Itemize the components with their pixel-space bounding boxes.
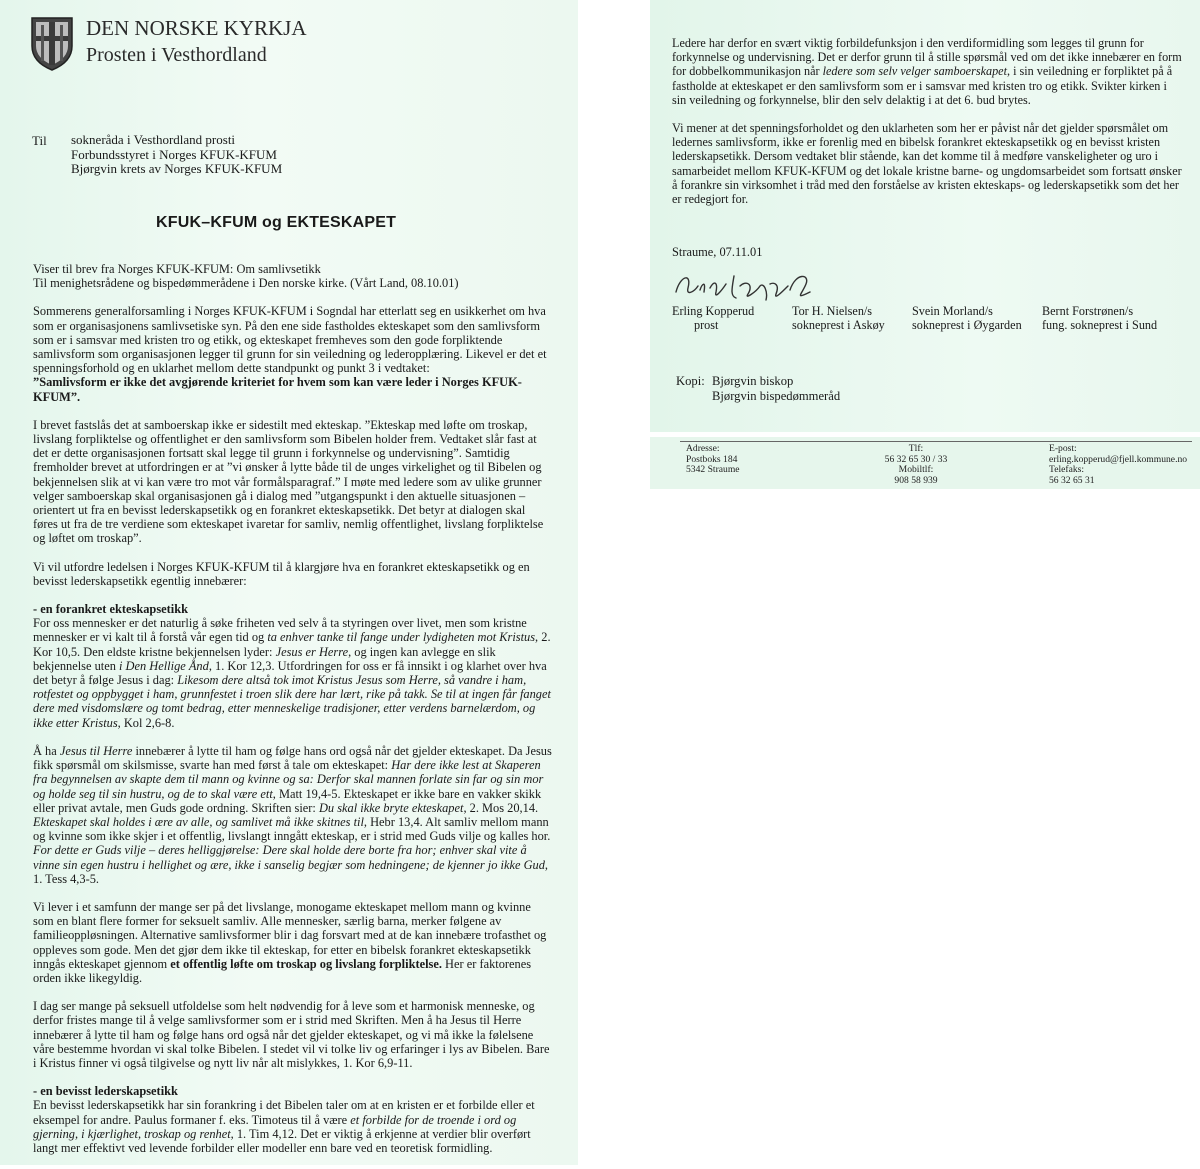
- section-heading-leadership: - en bevisst lederskapsetikk: [33, 1084, 178, 1099]
- signer-name: Bernt Forstrønen/s: [1042, 304, 1134, 318]
- reference: [33, 262, 553, 290]
- email-value: erling.kopperud@fjell.kommune.no: [1049, 453, 1188, 465]
- reference-line-1: Viser til brev fra Norges KFUK-KFUM: Om samlivsetikk: [33, 262, 321, 276]
- signer-role: fung. sokneprest i Sund: [1042, 318, 1158, 333]
- paragraph-8: [33, 1098, 553, 1155]
- footer-address: [686, 444, 740, 476]
- organization-subtitle: Prosten i Vesthordland: [86, 44, 267, 66]
- paragraph-4: [33, 616, 553, 730]
- text-run: Vi lever i et samfunn der mange ser på det livslange, monogame ekteskapet mellom mann og kvinne som en blant flere former for seksuelt samliv. Alle mennesker, særlig barna, merker følgene av familieoppløsningen. Alternative samlivsformer blir i dag forsvart med at de kan innebære trofasthet og oppleves som gode. Men det gjør dem ikke til ekteskap, for etter en bibelsk forankret ekteskapsetikk inngås ekteskapet gjennom: [33, 899, 547, 971]
- church-crest-icon: [30, 16, 74, 72]
- text-run: 1. Tim 4,12. Det er viktig å erkjenne at verdier blir overført langt mer effektivt ved levende forbilder eller modeller enn bare ved en teoretisk formidling.: [33, 1126, 531, 1155]
- italic-run: Ekteskapet skal holdes i ære av alle, og samlivet må ikke skitnes til: [33, 814, 364, 829]
- text-run: , 2. Mos 20,14.: [463, 800, 539, 815]
- copy-label: Kopi:: [676, 374, 705, 388]
- recipients-label: Til: [32, 133, 47, 148]
- phone-value: 56 32 65 30 / 33: [884, 453, 948, 465]
- text-run: , 1. Kor 12,3. Utfordringen for oss er få innsikt i og klarhet over hva det betyr å følge Jesus i dag:: [33, 658, 547, 688]
- reference-line-2: Til menighetsrådene og bispedømmerådene i Den norske kirke. (Vårt Land, 08.10.01): [33, 276, 459, 291]
- text-run: Ledere har derfor en svært viktig forbildefunksjon i den verdiformidling som legges til grunn for forkynnelse og undervisning. Det er derfor grunn til å stille spørsmål ved om det ikke innebærer en form for dobbelkommunikasjon når: [672, 36, 1182, 79]
- italic-run: ledere som selv velger samboerskapet: [822, 64, 1007, 79]
- italic-run: et forbilde for de troende i ord og gjerning, i kjærlighet, troskap og renhet,: [33, 1112, 517, 1141]
- signer-3: [912, 304, 1022, 332]
- italic-run: i Den Hellige Ånd: [119, 658, 209, 673]
- recipients-list: [71, 133, 282, 177]
- paragraph-2: I brevet fastslås det at samboerskap ikke er sidestilt med ekteskap. ”Ekteskap med løfte om troskap, livslang forpliktelse og offentlighet er den samlivsform som Bibelen holder frem. Vedtaket slår fast at det er dette organisasjonen fortsatt skal legge til grunn i forkynnelse og undervisning”. Samtidig fremholder brevet at utfordringen er at ”vi ønsker å lytte både til de unges virkelighet og til Bibelen og bekjennelsen slik at vi kan være tro mot vår formålsparagraf.” I møte med ledere som av ulike grunner velger samboerskap skal organisasjonen gå i dialog med ”utgangspunkt i den aktuelle situasjonen – orientert ut fra en bevisst lederskapsetikk og en forankret ekteskapsetikk. Det betyr at dialogen skal føres ut fra de tre verdiene som ekteskapet ivaretar for samliv, nemlig offentlighet, livslang forpliktelse og løftet om troskap”.: [33, 417, 544, 546]
- text-run: , 2. Kor 10,5. Den eldste kristne bekjennelsen lyder:: [33, 630, 551, 659]
- italic-run: Har dere ikke lest at Skaperen fra begynnelsen av skapte dem til mann og kvinne og sa: Derfor skal mannen forlate sin far og sin mor og holde seg til sin hustru, og de to skal være ett: [33, 758, 544, 801]
- signer-name: Svein Morland/s: [912, 304, 993, 318]
- copy-list: [712, 374, 840, 404]
- phone-label: Tlf:: [908, 443, 924, 454]
- italic-run: For dette er Guds vilje – deres helliggjørelse: Dere skal holde dere borte fra hor; enhver skal vite å vinne sin egen hustru i hellighet og ære, ikke i sanselig begjær som hedningene; de kjenner jo ikke Gud: [33, 843, 545, 872]
- paragraph-text: Sommerens generalforsamling i Norges KFUK-KFUM i Sogndal har etterlatt seg en usikkerhet om hva som er organisasjonens samlivsetiske syn. På den ene side fastholdes ekteskapet som den samlivsform som er i samsvar med kristen tro og etikk, og ekteskapet fremheves som den gode forpliktende samlivsform som organisasjonen legger til grunn for sin veiledning og lederopplæring. Likevel er det et spenningsforhold og en uklarhet mellom dette standpunkt og punkt 3 i vedtaket:: [33, 304, 547, 376]
- resolution-quote: ”Samlivsform er ikke det avgjørende kriteriet for hvem som kan være leder i Norges KFUK-KFUM”.: [33, 375, 522, 404]
- copy-recipient: Bjørgvin bispedømmeråd: [712, 389, 841, 403]
- paragraph-1: [33, 304, 553, 403]
- signer-1: [672, 304, 754, 332]
- handwritten-signature-icon: [670, 262, 820, 304]
- signer-role: sokneprest i Askøy: [792, 318, 885, 333]
- section-heading-marriage: - en forankret ekteskapsetikk: [33, 602, 188, 617]
- signer-name: Erling Kopperud: [672, 304, 755, 318]
- text-run: En bevisst lederskapsetikk har sin forankring i det Bibelen taler om at en kristen er et forbilde eller et eksempel for andre. Paulus formaner f. eks. Timoteus til å være: [33, 1098, 535, 1127]
- recipient-line: Forbundsstyret i Norges KFUK-KFUM: [71, 146, 277, 162]
- letter-body-continued: [672, 36, 1182, 220]
- mobile-value: 908 58 939: [894, 474, 938, 486]
- text-run: , i sin veiledning er forpliktet på å fastholde at ekteskapet er den samlivsform som er i samsvar med kristen tro og etikk. Svikter kirken i sin veiledning og forkynnelse, blir den selv delaktig i at det 6. bud brytes.: [672, 64, 1173, 107]
- text-run: , og ingen kan avlegge en slik bekjennelse uten: [33, 644, 496, 673]
- signer-name: Tor H. Nielsen/s: [792, 304, 873, 318]
- paragraph-6: [33, 900, 553, 985]
- signer-4: [1042, 304, 1157, 332]
- italic-run: Du skal ikke bryte ekteskapet: [318, 800, 464, 815]
- paragraph-10: Vi mener at det spenningsforholdet og den uklarheten som her er påvist når det gjelder spørsmålet om ledernes samlivsform, ikke er forenlig med en bibelsk forankret ekteskapsetikk og en bevisst kristen lederskapsetikk. Dersom vedtaket blir stående, kan det komme til å medføre vanskeligheter og uro i samarbeidet mellom KFUK-KFUM og det lokale kristne barne- og ungdomsarbeidet som fortsatt ønsker å forankre sin virksomhet i tråd med den forståelse av kristen ekteskaps- og lederskapsetikk som det her er redegjort for.: [672, 121, 1182, 207]
- address-line: 5342 Straume: [686, 464, 740, 476]
- paragraph-3: Vi vil utfordre ledelsen i Norges KFUK-KFUM til å klargjøre hva en forankret ekteskapsetikk og en bevisst lederskapsetikk egentlig innebærer:: [33, 559, 530, 588]
- copy-recipient: Bjørgvin biskop: [712, 374, 794, 388]
- text-run: innebærer å lytte til ham og følge hans ord også når det gjelder ekteskapet. Da Jesus fikk spørsmål om skilsmisse, svarte han med først å tale om ekteskapet:: [33, 743, 552, 773]
- text-run: For oss mennesker er det naturlig å søke friheten ved selv å ta styringen over livet, men som kristne mennesker er vi kalt til å forstå vår egen tid og: [33, 616, 527, 645]
- footer-phone: [876, 444, 956, 486]
- text-run: Å ha: [33, 743, 60, 758]
- footer-email: [1049, 444, 1187, 486]
- paragraph-9: [672, 36, 1182, 107]
- email-label: E-post:: [1049, 443, 1077, 454]
- signer-role: prost: [694, 318, 719, 333]
- organization-name: DEN NORSKE KYRKJA: [86, 16, 307, 40]
- text-run: , Hebr 13,4. Alt samliv mellom mann og kvinne som ikke skjer i et offentlig, livslangt inngått ekteskap, er i strid med Guds vilje og kalles hor.: [33, 814, 551, 844]
- paragraph-7: I dag ser mange på seksuell utfoldelse som helt nødvendig for å leve som et harmonisk menneske, og derfor fristes mange til å velge samlivsformer som er i strid med Skriften. Men å ha Jesus til Herre innebærer å lytte til ham og følge hans ord også når det gjelder ekteskapet, og vi må ikke la følelsene våre bestemme hvordan vi skal tolke Bibelen. I stedet vil vi tolke liv og erfaringer i lys av Bibelen. Bare i Kristus finner vi også tilgivelse og nytt liv når alt mislykkes, 1. Kor 6,9-11.: [33, 999, 550, 1070]
- fax-label: Telefaks:: [1049, 464, 1085, 476]
- recipient-line: sokneråda i Vesthordland prosti: [71, 132, 236, 147]
- paragraph-5: [33, 744, 553, 886]
- place-date: Straume, 07.11.01: [672, 245, 763, 259]
- italic-run: Jesus er Herre: [275, 644, 349, 659]
- bold-run: et offentlig løfte om troskap og livslang forpliktelse.: [170, 956, 442, 971]
- italic-run: Likesom dere altså tok imot Kristus Jesus som Herre, så vandre i ham, rotfestet og oppbygget i ham, grunnfestet i troen slik dere har lært, rike på takk. Se til at ingen får fanget dere med visdomslære og tomt bedrag, etter menneskelige tradisjoner, etter verdens barnelærdom, og ikke etter Kristus,: [33, 673, 551, 730]
- address-label: Adresse:: [686, 443, 720, 454]
- recipient-line: Bjørgvin krets av Norges KFUK-KFUM: [71, 161, 283, 176]
- signer-2: [792, 304, 885, 332]
- text-run: , Matt 19,4-5. Ekteskapet er ikke bare en vakker skikk eller privat avtale, men Guds gode ordning. Skriften sier:: [33, 786, 542, 815]
- address-line: Postboks 184: [686, 453, 738, 465]
- text-run: Kol 2,6-8.: [120, 715, 175, 730]
- italic-run: Jesus til Herre: [59, 743, 133, 758]
- signer-role: sokneprest i Øygarden: [912, 318, 1022, 333]
- letter-title: KFUK–KFUM og EKTESKAPET: [156, 214, 397, 231]
- italic-run: ta enhver tanke til fange under lydigheten mot Kristus: [267, 630, 536, 645]
- footer-divider: [680, 441, 1192, 442]
- text-run: Her er faktorenes orden ikke likegyldig.: [33, 956, 532, 985]
- letter-body: [33, 262, 553, 1169]
- fax-value: 56 32 65 31: [1049, 474, 1095, 486]
- mobile-label: Mobiltlf:: [898, 464, 934, 476]
- text-run: , 1. Tess 4,3-5.: [33, 857, 549, 886]
